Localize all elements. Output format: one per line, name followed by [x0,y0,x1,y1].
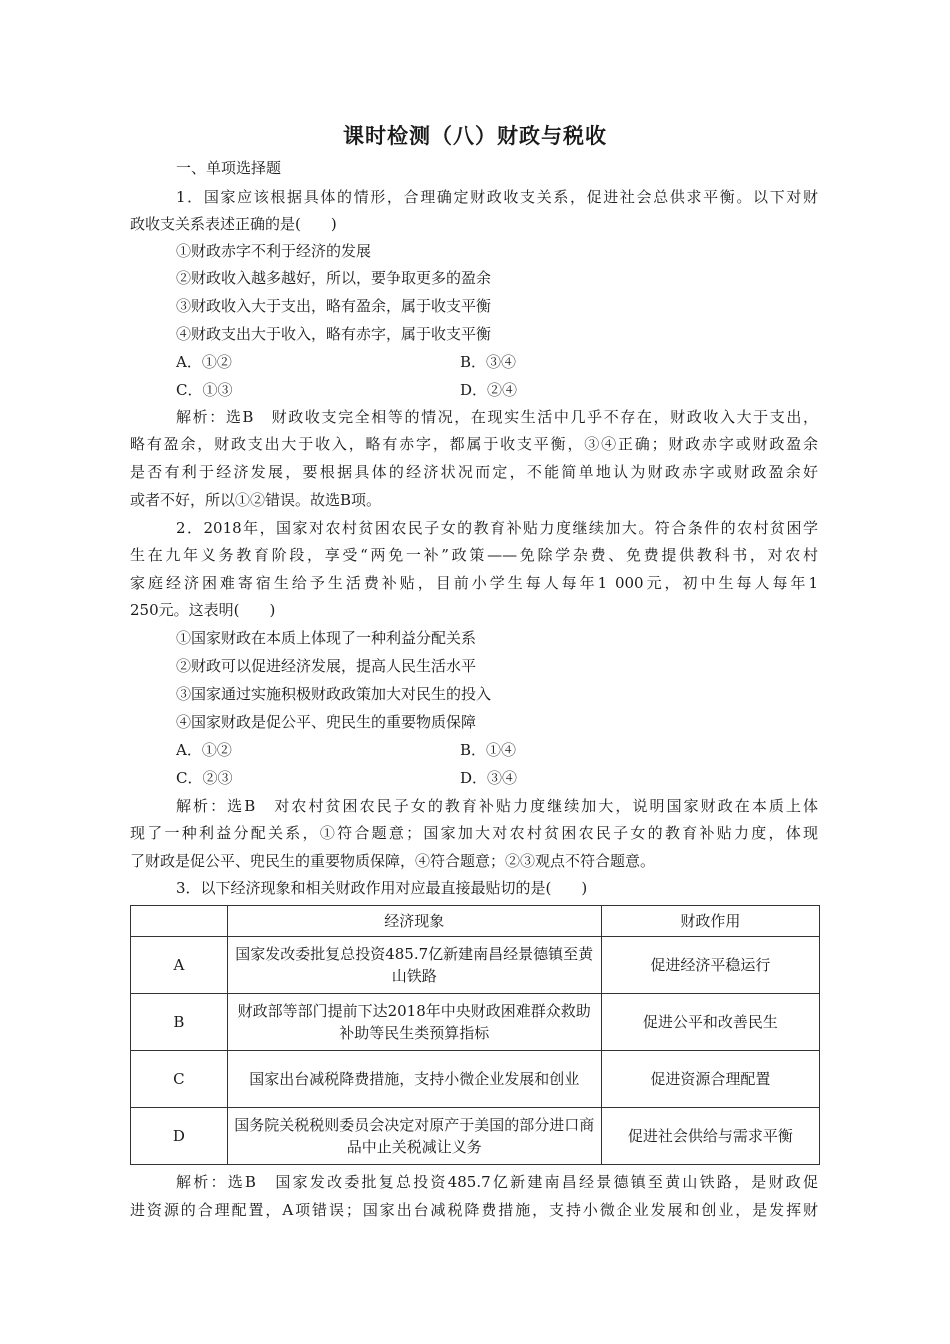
q2-analysis-line-1: 解析：选B 对农村贫困农民子女的教育补贴力度继续加大，说明国家财政在本质上体 [176,797,818,815]
section-heading: 一、单项选择题 [176,159,282,177]
q2-option-c: C．②③ [176,769,233,787]
table-cell-phenomenon: 国家出台减税降费措施，支持小微企业发展和创业 [227,1051,601,1108]
table-header-cell: 财政作用 [601,906,819,937]
q1-option-b: B．③④ [460,353,517,371]
q2-item-3: ③国家通过实施积极财政政策加大对民生的投入 [176,685,492,703]
q1-item-3: ③财政收入大于支出，略有盈余，属于收支平衡 [176,297,492,315]
q3-analysis-line-2: 进资源的合理配置，A项错误；国家出台减税降费措施，支持小微企业发展和创业，是发挥财 [130,1201,818,1219]
q3-stem: 3．以下经济现象和相关财政作用对应最直接最贴切的是( ) [176,879,588,897]
q1-option-c: C．①③ [176,381,233,399]
q2-item-4: ④国家财政是促公平、兜民生的重要物质保障 [176,713,477,731]
q2-stem-line-1: 2．2018年，国家对农村贫困农民子女的教育补贴力度继续加大。符合条件的农村贫困学 [176,519,818,537]
q2-item-1: ①国家财政在本质上体现了一种利益分配关系 [176,629,477,647]
table-cell-option: C [131,1051,228,1108]
q1-option-a: A．①② [176,353,232,371]
table-header-cell [131,906,228,937]
q2-option-b: B．①④ [460,741,517,759]
q2-analysis-line-2: 现了一种利益分配关系，①符合题意；国家加大对农村贫困农民子女的教育补贴力度，体现 [130,824,818,842]
table-cell-effect: 促进社会供给与需求平衡 [601,1108,819,1165]
q3-analysis-line-1: 解析：选B 国家发改委批复总投资485.7亿新建南昌经景德镇至黄山铁路，是财政促 [176,1173,818,1191]
table-cell-option: D [131,1108,228,1165]
table-row [131,1051,820,1108]
q1-item-2: ②财政收入越多越好，所以，要争取更多的盈余 [176,269,492,287]
q1-option-d: D．②④ [460,381,518,399]
q2-option-d: D．③④ [460,769,518,787]
q1-analysis-line-1: 解析：选B 财政收支完全相等的情况，在现实生活中几乎不存在，财政收入大于支出， [176,408,818,426]
table-cell-option: A [131,937,228,994]
q2-stem-line-4: 250元。这表明( ) [130,601,276,619]
q3-table [130,905,820,1165]
table-row [131,937,820,994]
table-row [131,1108,820,1165]
table-header-row [131,906,820,937]
table-cell-phenomenon: 财政部等部门提前下达2018年中央财政困难群众救助补助等民生类预算指标 [227,994,601,1051]
table-cell-phenomenon: 国务院关税税则委员会决定对原产于美国的部分进口商品中止关税减让义务 [227,1108,601,1165]
table-header-cell: 经济现象 [227,906,601,937]
q1-analysis-line-3: 是否有利于经济发展，要根据具体的经济状况而定，不能简单地认为财政赤字或财政盈余好 [130,463,818,481]
table-row [131,994,820,1051]
q2-stem-line-2: 生在九年义务教育阶段，享受“两免一补”政策——免除学杂费、免费提供教科书，对农村 [130,546,818,564]
q1-stem-line-1: 1．国家应该根据具体的情形，合理确定财政收支关系，促进社会总供求平衡。以下对财 [176,188,818,206]
q1-item-4: ④财政支出大于收入，略有赤字，属于收支平衡 [176,325,492,343]
table-cell-effect: 促进经济平稳运行 [601,937,819,994]
q2-stem-line-3: 家庭经济困难寄宿生给予生活费补贴，目前小学生每人每年1 000元，初中生每人每年1 [130,574,818,592]
q1-stem-line-2: 政收支关系表述正确的是( ) [130,215,337,233]
table-cell-effect: 促进公平和改善民生 [601,994,819,1051]
q2-option-a: A．①② [176,741,232,759]
q1-analysis-line-4: 或者不好，所以①②错误。故选B项。 [130,491,382,509]
table-cell-phenomenon: 国家发改委批复总投资485.7亿新建南昌经景德镇至黄山铁路 [227,937,601,994]
table-cell-effect: 促进资源合理配置 [601,1051,819,1108]
q1-analysis-line-2: 略有盈余，财政支出大于收入，略有赤字，都属于收支平衡，③④正确；财政赤字或财政盈余 [130,435,818,453]
q2-item-2: ②财政可以促进经济发展，提高人民生活水平 [176,657,477,675]
table-cell-option: B [131,994,228,1051]
q1-item-1: ①财政赤字不利于经济的发展 [176,242,372,260]
page-title: 课时检测（八）财政与税收 [343,124,607,148]
q2-analysis-line-3: 了财政是促公平、兜民生的重要物质保障，④符合题意；②③观点不符合题意。 [130,852,656,870]
